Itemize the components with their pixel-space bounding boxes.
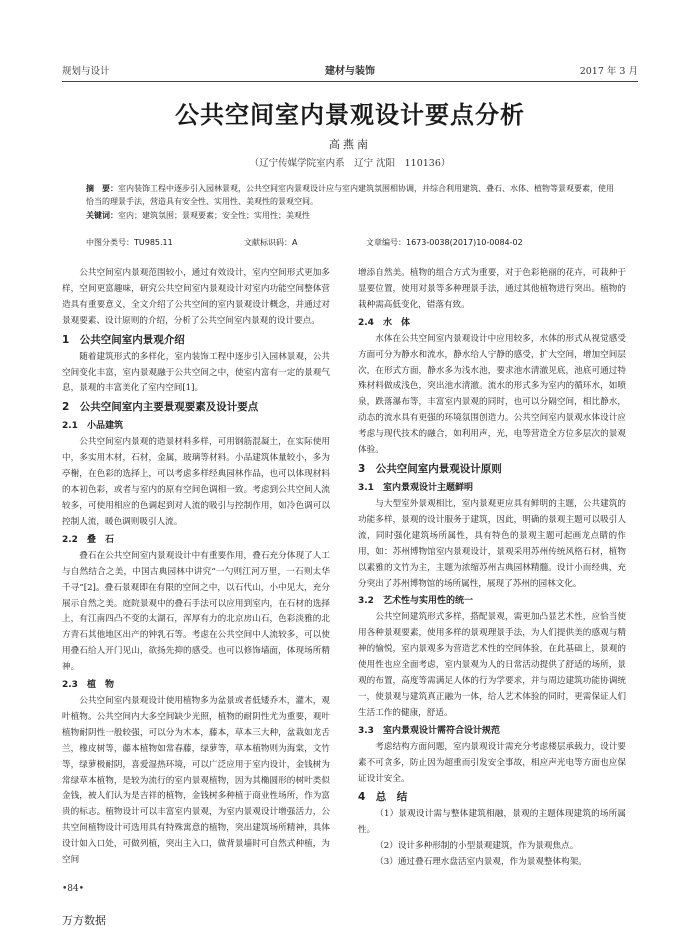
- conclusion-item: （3）通过叠石理水盘活室内景观，作为景观整体构架。: [375, 857, 587, 868]
- article-number: 文章编号：1673-0038(2017)10-0084-02: [366, 238, 523, 247]
- header-rule: [62, 81, 638, 82]
- author-name: 高燕南: [329, 138, 371, 151]
- document-code: 文献标识码：A: [244, 238, 298, 247]
- section-3-3-heading: 3.3 室内景观设计需符合设计规范: [358, 725, 500, 736]
- page-number: •84•: [62, 884, 85, 894]
- clc-number: 中图分类号：TU985.11: [86, 238, 173, 247]
- section-4-heading: 4 总 结: [358, 791, 408, 804]
- section-3-2-paragraph: 公共空间建筑形式多样，搭配景观，需更加凸显艺术性，应恰当使用各种景观要素，使用多样的景观理景手法，为人们提供美的感观与精神的愉悦，室内景观多为营造艺术性的空间体验，在此基础上，景观的使用性也应全面考虑，室内景观为人的日常活动提供了舒适的场所，景观的布置，高度等需满足人体的行为学要求，并与周边建筑功能协调统一，使景观与建筑真正融为一体，给人艺术体验的同时，更需保证人们生活工作的健康，舒适。: [358, 612, 626, 718]
- abstract-text: 室内装饰工程中逐步引入园林景观，公共空间室内景观设计应与室内建筑氛围相协调，并综合利用建筑、叠石、水体、植物等景观要素，使用恰当的理景手法，营造具有安全性、实用性、美观性的景观空间。: [86, 184, 614, 207]
- keywords-text: 室内；建筑氛围；景观要素；安全性；实用性；美观性: [118, 210, 310, 220]
- running-header: [62, 63, 638, 79]
- abstract-label: 摘 要：: [86, 184, 118, 193]
- section-2-2-heading: 2.2 叠 石: [62, 534, 114, 545]
- classification-ids: [86, 237, 630, 251]
- conclusion-item: （2）设计多种形制的小型景观建筑，作为景观焦点。: [375, 841, 579, 852]
- section-3-heading: 3 公共空间室内景观设计原则: [358, 462, 502, 475]
- section-2-3-paragraph: 公共空间室内景观设计使用植物多为盆景或者低矮乔木，灌木，观叶植物。公共空间内大多空间缺少光照，植物的耐阴性尤为重要，观叶植物耐阴性一般较强，可以分为木本，藤本，草本三大种，盆栽如龙舌兰，橡皮树等，藤本植物如常春藤，绿萝等，草本植物则为海棠，文竹等，绿萝极耐阴，喜爱湿热环境，可以广泛应用于室内设计，金钱树为常绿草本植物，是较为流行的室内景观植物，因为其椭圆形的树叶类似金钱，被人们认为是吉祥的植物，金钱树多种植于商业性场所，作为富贵的标志。植物设计可以丰富室内景观，为室内景观设计增强活力，公共空间植物设计可选用具有特殊寓意的植物，突出建筑场所精神，具体设计如入口处，可做列植，突出主入口，做背景墙时可自然式种植，为空间: [62, 696, 330, 866]
- header-issue-date: 2017 年 3 月: [579, 66, 638, 77]
- abstract-block: [86, 182, 614, 222]
- section-3-3-paragraph: 考虑结构方面问题，室内景观设计需充分考虑楼层承载力，设计要素不可贪多，防止因为超重而引发安全事故，相应声光电等方面也应保证设计安全。: [358, 741, 626, 784]
- keywords: [86, 209, 614, 222]
- keywords-label: 关键词：: [86, 210, 118, 220]
- intro-paragraph: 公共空间室内景观范围较小，通过有效设计，室内空间形式更加多样，空间更富趣味，研究公共空间室内景观设计对室内功能空间整体营造具有重要意义，全文介绍了公共空间的室内景观设计概念，并通过对景观要素、设计原则的介绍，分析了公共空间室内景观的设计要点。: [62, 268, 330, 326]
- section-2-1-heading: 2.1 小品建筑: [62, 421, 123, 432]
- section-1-paragraph: 随着建筑形式的多样化，室内装饰工程中逐步引入园林景观，公共空间变化丰富，室内景观融于公共空间之中，使室内富有一定的景观气息，景观的丰富美化了室内空间[1]。: [62, 351, 330, 394]
- paper-title: 公共空间室内景观设计要点分析: [175, 101, 525, 129]
- section-1-heading: 1 公共空间室内景观介绍: [62, 333, 185, 346]
- abstract: [86, 182, 614, 209]
- right-column: [358, 266, 626, 871]
- section-2-2-paragraph: 叠石在公共空间室内景观设计中有重要作用，叠石充分体现了人工与自然结合之美，中国古典园林中讲究“一勺则江河万里，一石则太华千寻”[2]。叠石景观即在有限的空间之中，以石代山，小中见大，充分展示自然之美。庭院景观中的叠石手法可以应用到室内，在石材的选择上，有江南四凸不变的太湖石，浑厚有力的北京房山石，色彩淡雅的北方青石其他地区出产的钟乳石等。考虑在公共空间中人流较多，可以使用叠石给人开门见山，欲扬先抑的感受。也可以修饰墙面，体现场所精神。: [62, 550, 330, 673]
- header-section-name: 规划与设计: [62, 66, 110, 77]
- wanfang-watermark: 万方数据: [62, 914, 106, 927]
- section-3-1-heading: 3.1 室内景观设计主题鲜明: [358, 482, 473, 493]
- header-journal-name: 建材与装饰: [325, 66, 375, 77]
- section-2-3-heading: 2.3 植 物: [62, 680, 114, 691]
- section-2-4-heading: 2.4 水 体: [358, 317, 410, 328]
- section-3-2-heading: 3.2 艺术性与实用性的统一: [358, 596, 473, 607]
- left-column: [62, 266, 330, 869]
- section-2-4-paragraph: 水体在公共空间室内景观设计中应用较多，水体的形式从视觉感受方面可分为静水和流水，静水给人宁静的感受，扩大空间，增加空间层次，在形式方面，静水多为浅水池，要求池水清澈见底，池底可通过特殊材料做成浅色，突出池水清澈。流水的形式多为室内的循环水，如喷泉，跌落瀑布等，丰富室内景观的同时，也可以分隔空间，相比静水，动态的流水具有更强的环境氛围创造力。公共空间室内景观水体设计应考虑与现代技术的融合，如利用声，光，电等营造全方位多层次的景观体验。: [358, 333, 626, 456]
- conclusion-item: （1）景观设计需与整体建筑相融，景观的主题体现建筑的场所属性。: [358, 809, 626, 836]
- section-2-heading: 2 公共空间室内主要景观要素及设计要点: [62, 401, 259, 414]
- author-affiliation: （辽宁传媒学院室内系 辽宁 沈阳 110136）: [249, 158, 451, 169]
- section-3-1-paragraph: 与大型室外景观相比，室内景观更应具有鲜明的主题，公共建筑的功能多样，景观的设计服务于建筑，因此，明确的景观主题可以吸引人流，同时强化建筑场所属性，具有特色的景观主题可起画龙点睛的作用，如：苏州博物馆室内景观设计，景观采用苏州传统风格石材，植物以素雅的文竹为主，主题为浓缩苏州古典园林精髓。设计小而经典，充分突出了苏州博物馆的场所属性，展现了苏州的园林文化。: [358, 498, 626, 589]
- section-2-3-continued: 增添自然美。植物的组合方式为重要，对于色彩艳丽的花卉，可栽种于显要位置，使用对景等多种理景手法，通过其他植物进行突出。植物的栽种需高低变化，错落有致。: [358, 268, 626, 310]
- section-2-1-paragraph: 公共空间室内景观的造景材料多样，可用钢筋混凝土，在实际使用中，多实用木材，石材，金属，玻璃等材料。小品建筑体量较小，多为亭榭，在色彩的选择上，可以考虑多样经典园林作品，也可以体现材料的本初色彩，或者与室内的原有空间色调相一致。考虑到公共空间人流较多，可使用相应的色调起到对人流的吸引与控制作用，如冷色调可以控制人流，暖色调则吸引人流。: [62, 437, 330, 527]
